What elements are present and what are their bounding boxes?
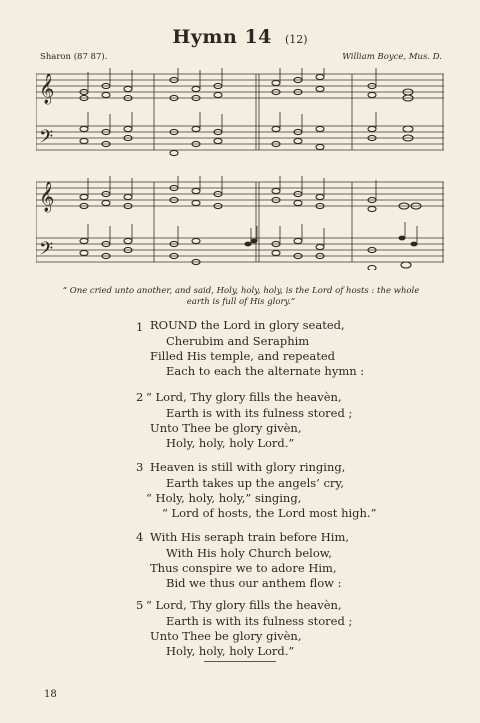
verse-line: With His seraph train before Him, bbox=[150, 530, 350, 544]
verse-line: “ Lord, Thy glory fills the heavèn, bbox=[146, 390, 342, 404]
scripture-quote: “ One cried unto another, and said, Holy, holy, holy, is the Lord of hosts : the whole earth is full of His glory.” bbox=[62, 286, 420, 307]
verse-line: Unto Thee be glory givèn, bbox=[150, 629, 302, 643]
verse-line: Earth is with its fulness stored ; bbox=[166, 406, 353, 420]
verse-line: ROUND the Lord in glory seated, bbox=[150, 318, 345, 332]
hymn-title-block bbox=[0, 26, 480, 48]
verse-number: 4 bbox=[136, 530, 144, 544]
verse-line: Heaven is still with glory ringing, bbox=[150, 460, 346, 474]
verse-line: Earth takes up the angels’ cry, bbox=[166, 476, 345, 490]
hymn-title: Hymn 14 bbox=[172, 26, 272, 48]
verse-line: Bid we thus our anthem flow : bbox=[166, 576, 342, 590]
verse-line: “ Lord of hosts, the Lord most high.” bbox=[162, 506, 377, 520]
verse-number: 1 bbox=[136, 320, 144, 334]
svg-text:𝄢: 𝄢 bbox=[39, 127, 54, 152]
music-score-system-1 bbox=[36, 68, 444, 162]
verse-line: Cherubim and Seraphim bbox=[166, 334, 310, 348]
page-number: 18 bbox=[44, 689, 57, 700]
verse-line: “ Holy, holy, holy,” singing, bbox=[146, 491, 302, 505]
verse-line: Thus conspire we to adore Him, bbox=[150, 561, 337, 575]
svg-text:𝄞: 𝄞 bbox=[39, 74, 55, 104]
hymn-alt-number: (12) bbox=[284, 33, 308, 46]
verse-line: Earth is with its fulness stored ; bbox=[166, 614, 353, 628]
svg-text:𝄞: 𝄞 bbox=[39, 182, 55, 212]
svg-text:𝄢: 𝄢 bbox=[39, 239, 54, 264]
verse-line: Holy, holy, holy Lord.” bbox=[166, 644, 295, 658]
verse-number: 2 bbox=[136, 390, 144, 404]
composer-name: William Boyce, Mus. D. bbox=[342, 52, 442, 62]
tune-name: Sharon (87 87). bbox=[40, 52, 108, 62]
verse-number: 3 bbox=[136, 460, 144, 474]
music-staff-icon-2 bbox=[36, 176, 444, 270]
verse-line: Each to each the alternate hymn : bbox=[166, 364, 365, 378]
verse-number: 5 bbox=[136, 598, 144, 612]
music-score-system-2 bbox=[36, 176, 444, 270]
verse-line: With His holy Church below, bbox=[166, 546, 332, 560]
end-divider bbox=[204, 661, 276, 662]
verse-line: Unto Thee be glory givèn, bbox=[150, 421, 302, 435]
verse-line: Filled His temple, and repeated bbox=[150, 349, 335, 363]
verse-line: Holy, holy, holy Lord.” bbox=[166, 436, 295, 450]
verse-line: “ Lord, Thy glory fills the heavèn, bbox=[146, 598, 342, 612]
music-staff-icon bbox=[36, 68, 444, 162]
